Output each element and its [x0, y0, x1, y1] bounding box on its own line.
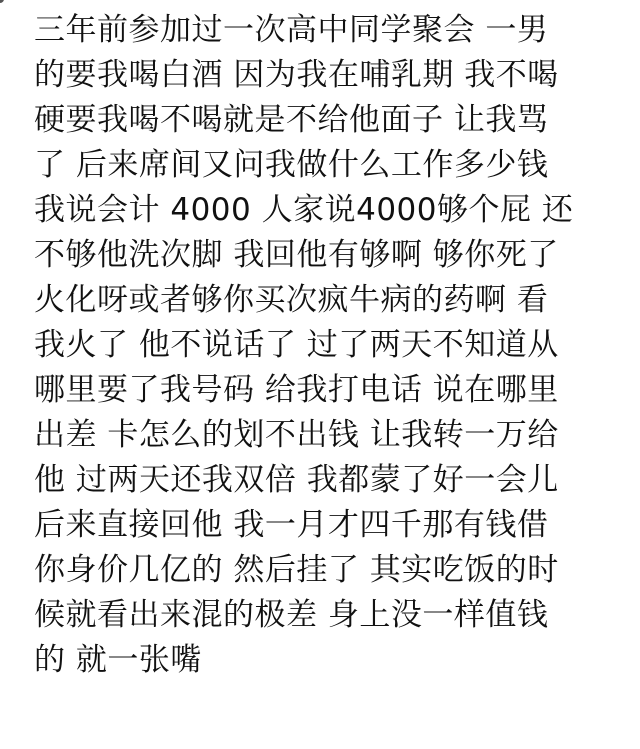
text-line: 你身价几亿的 然后挂了 其实吃饭的时 — [34, 552, 559, 588]
text-line: 出差 卡怎么的划不出钱 让我转一万给 — [34, 417, 559, 453]
text-line: 火化呀或者够你买次疯牛病的药啊 看 — [34, 282, 549, 318]
text-line: 了 后来席间又问我做什么工作多少钱 — [34, 147, 549, 183]
corner-decoration — [0, 0, 10, 10]
text-line: 后来直接回他 我一月才四千那有钱借 — [34, 507, 549, 543]
text-line: 他 过两天还我双倍 我都蒙了好一会儿 — [34, 462, 559, 498]
text-line: 我说会计 4000 人家说4000够个屁 还 — [34, 192, 574, 228]
text-line: 的 就一张嘴 — [34, 642, 202, 678]
post-text — [34, 8, 624, 683]
text-line: 的要我喝白酒 因为我在哺乳期 我不喝 — [34, 57, 559, 93]
text-line: 哪里要了我号码 给我打电话 说在哪里 — [34, 372, 559, 408]
text-line: 我火了 他不说话了 过了两天不知道从 — [34, 327, 559, 363]
text-line: 候就看出来混的极差 身上没一样值钱 — [34, 597, 549, 633]
text-line: 硬要我喝不喝就是不给他面子 让我骂 — [34, 102, 549, 138]
text-line: 三年前参加过一次高中同学聚会 一男 — [34, 12, 549, 48]
text-line: 不够他洗次脚 我回他有够啊 够你死了 — [34, 237, 559, 273]
